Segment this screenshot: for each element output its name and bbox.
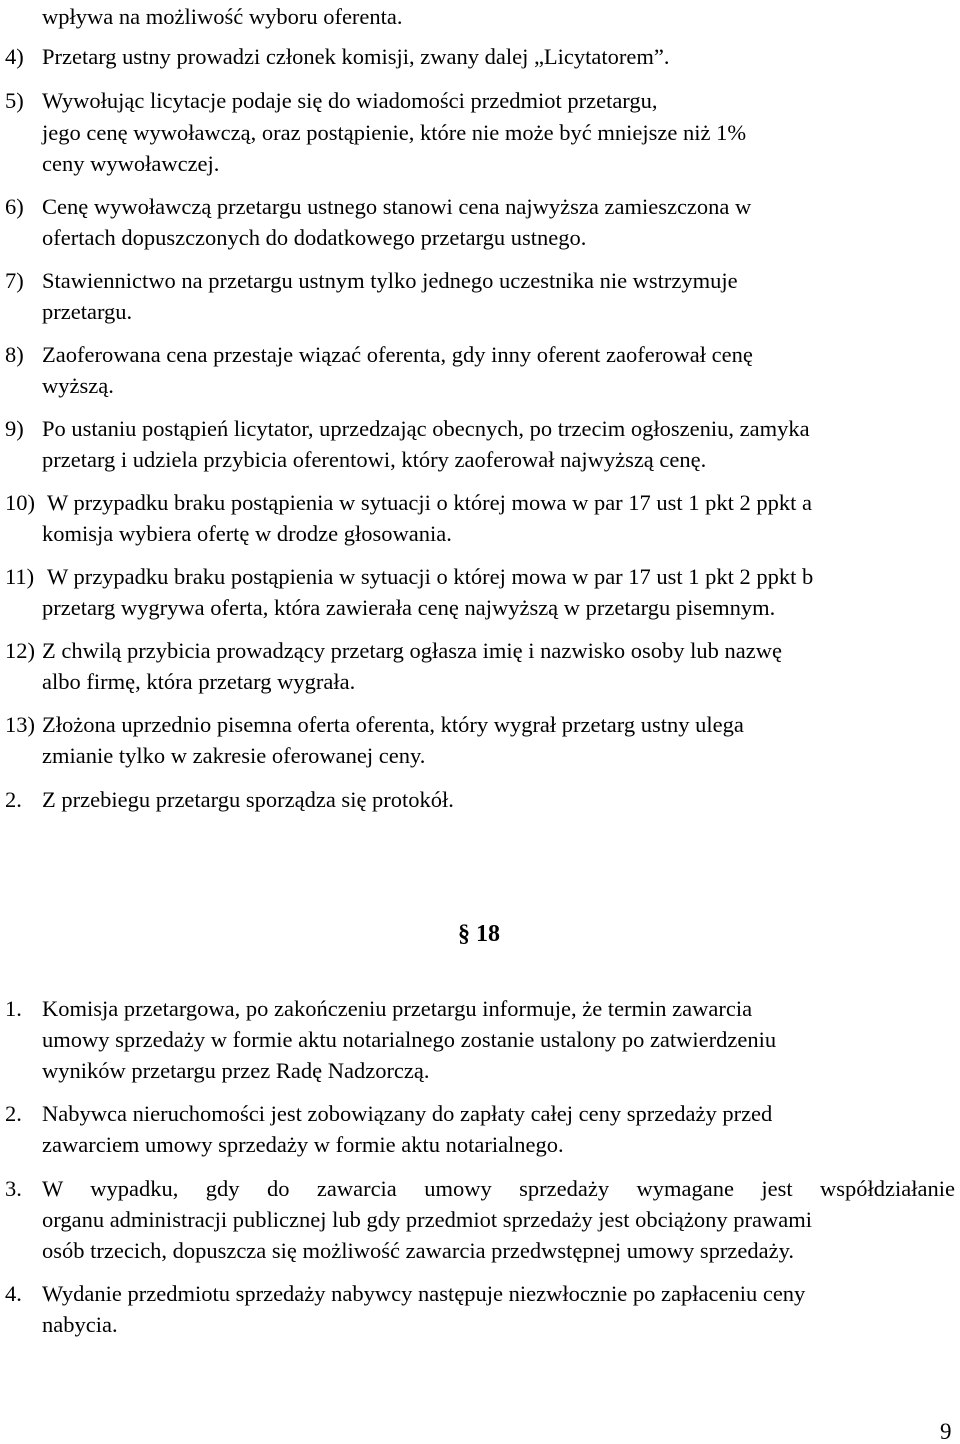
item-text-line: Cenę wywoławczą przetargu ustnego stanowi cena najwyższa zamieszczona w — [42, 194, 752, 219]
item-text-line: osób trzecich, dopuszcza się możliwość zawarcia przedwstępnej umowy sprzedaży. — [42, 1238, 794, 1263]
item-number: 4. — [5, 1281, 22, 1306]
item-number: 13) — [5, 712, 35, 737]
item-text-line: umowy sprzedaży w formie aktu notarialnego zostanie ustalony po zatwierdzeniu — [42, 1027, 777, 1052]
item-text-line: albo firmę, która przetarg wygrała. — [42, 669, 356, 694]
item-text-line: komisja wybiera ofertę w drodze głosowania. — [42, 521, 452, 546]
item-number: 10) — [5, 490, 35, 515]
item-text-line: wyników przetargu przez Radę Nadzorczą. — [42, 1058, 430, 1083]
item-text-line: Zaoferowana cena przestaje wiązać oferenta, gdy inny oferent zaoferował cenę — [42, 342, 753, 367]
item-number: 1. — [5, 996, 22, 1021]
item-number: 4) — [5, 44, 24, 69]
item-text-line: Wydanie przedmiotu sprzedaży nabywcy następuje niezwłocznie po zapłaceniu ceny — [42, 1281, 806, 1306]
item-text-line: zmianie tylko w zakresie oferowanej ceny. — [42, 743, 426, 768]
item-text-line: Z chwilą przybicia prowadzący przetarg ogłasza imię i nazwisko osoby lub nazwę — [42, 638, 782, 663]
item-number: 3. — [5, 1176, 22, 1201]
item-text-line: ofertach dopuszczonych do dodatkowego przetargu ustnego. — [42, 225, 587, 250]
item-text-line: jego cenę wywoławczą, oraz postąpienie, które nie może być mniejsze niż 1% — [42, 120, 747, 145]
item-text-line — [42, 1178, 955, 1201]
page-number: 9 — [940, 1419, 952, 1444]
item-text-line: przetarg wygrywa oferta, która zawierała cenę najwyższą w przetargu pisemnym. — [42, 595, 776, 620]
item-text-line: przetargu. — [42, 299, 133, 324]
item-text-line: ceny wywoławczej. — [42, 151, 220, 176]
item-number: 12) — [5, 638, 35, 663]
continuation-line: wpływa na możliwość wyboru oferenta. — [42, 4, 403, 29]
item-text-line: Z przebiegu przetargu sporządza się protokół. — [42, 787, 454, 812]
item-number: 6) — [5, 194, 24, 219]
item-number: 2. — [5, 1101, 22, 1126]
item-text-line: nabycia. — [42, 1312, 118, 1337]
item-text-line: Nabywca nieruchomości jest zobowiązany do zapłaty całej ceny sprzedaży przed — [42, 1101, 773, 1126]
item-text-line: Złożona uprzednio pisemna oferta oferenta, który wygrał przetarg ustny ulega — [42, 712, 744, 737]
item-number: 2. — [5, 787, 22, 812]
item-text-line: Wywołując licytacje podaje się do wiadomości przedmiot przetargu, — [42, 88, 658, 113]
item-text-line: wyższą. — [42, 373, 114, 398]
item-number: 9) — [5, 416, 24, 441]
item-text-line: Po ustaniu postąpień licytator, uprzedzając obecnych, po trzecim ogłoszeniu, zamyka — [42, 416, 810, 441]
section-heading: § 18 — [458, 921, 500, 947]
item-text-line: przetarg i udziela przybicia oferentowi, który zaoferował najwyższą cenę. — [42, 447, 707, 472]
item-number: 8) — [5, 342, 24, 367]
item-text-line: W przypadku braku postąpienia w sytuacji o której mowa w par 17 ust 1 pkt 2 ppkt b — [47, 564, 814, 589]
item-text-line: W przypadku braku postąpienia w sytuacji o której mowa w par 17 ust 1 pkt 2 ppkt a — [47, 490, 813, 515]
justified-line-text: W wypadku, gdy do zawarcia umowy sprzedaży wymagane jest współdziałanie — [42, 1176, 955, 1201]
item-number: 7) — [5, 268, 24, 293]
item-number: 5) — [5, 88, 24, 113]
item-text-line: Komisja przetargowa, po zakończeniu przetargu informuje, że termin zawarcia — [42, 996, 753, 1021]
item-text-line: organu administracji publicznej lub gdy przedmiot sprzedaży jest obciążony prawami — [42, 1207, 812, 1232]
item-number: 11) — [5, 564, 35, 589]
item-text-line: zawarciem umowy sprzedaży w formie aktu notarialnego. — [42, 1132, 564, 1157]
item-text-line: Przetarg ustny prowadzi członek komisji, zwany dalej „Licytatorem”. — [42, 44, 670, 69]
item-text-line: Stawiennictwo na przetargu ustnym tylko jednego uczestnika nie wstrzymuje — [42, 268, 738, 293]
